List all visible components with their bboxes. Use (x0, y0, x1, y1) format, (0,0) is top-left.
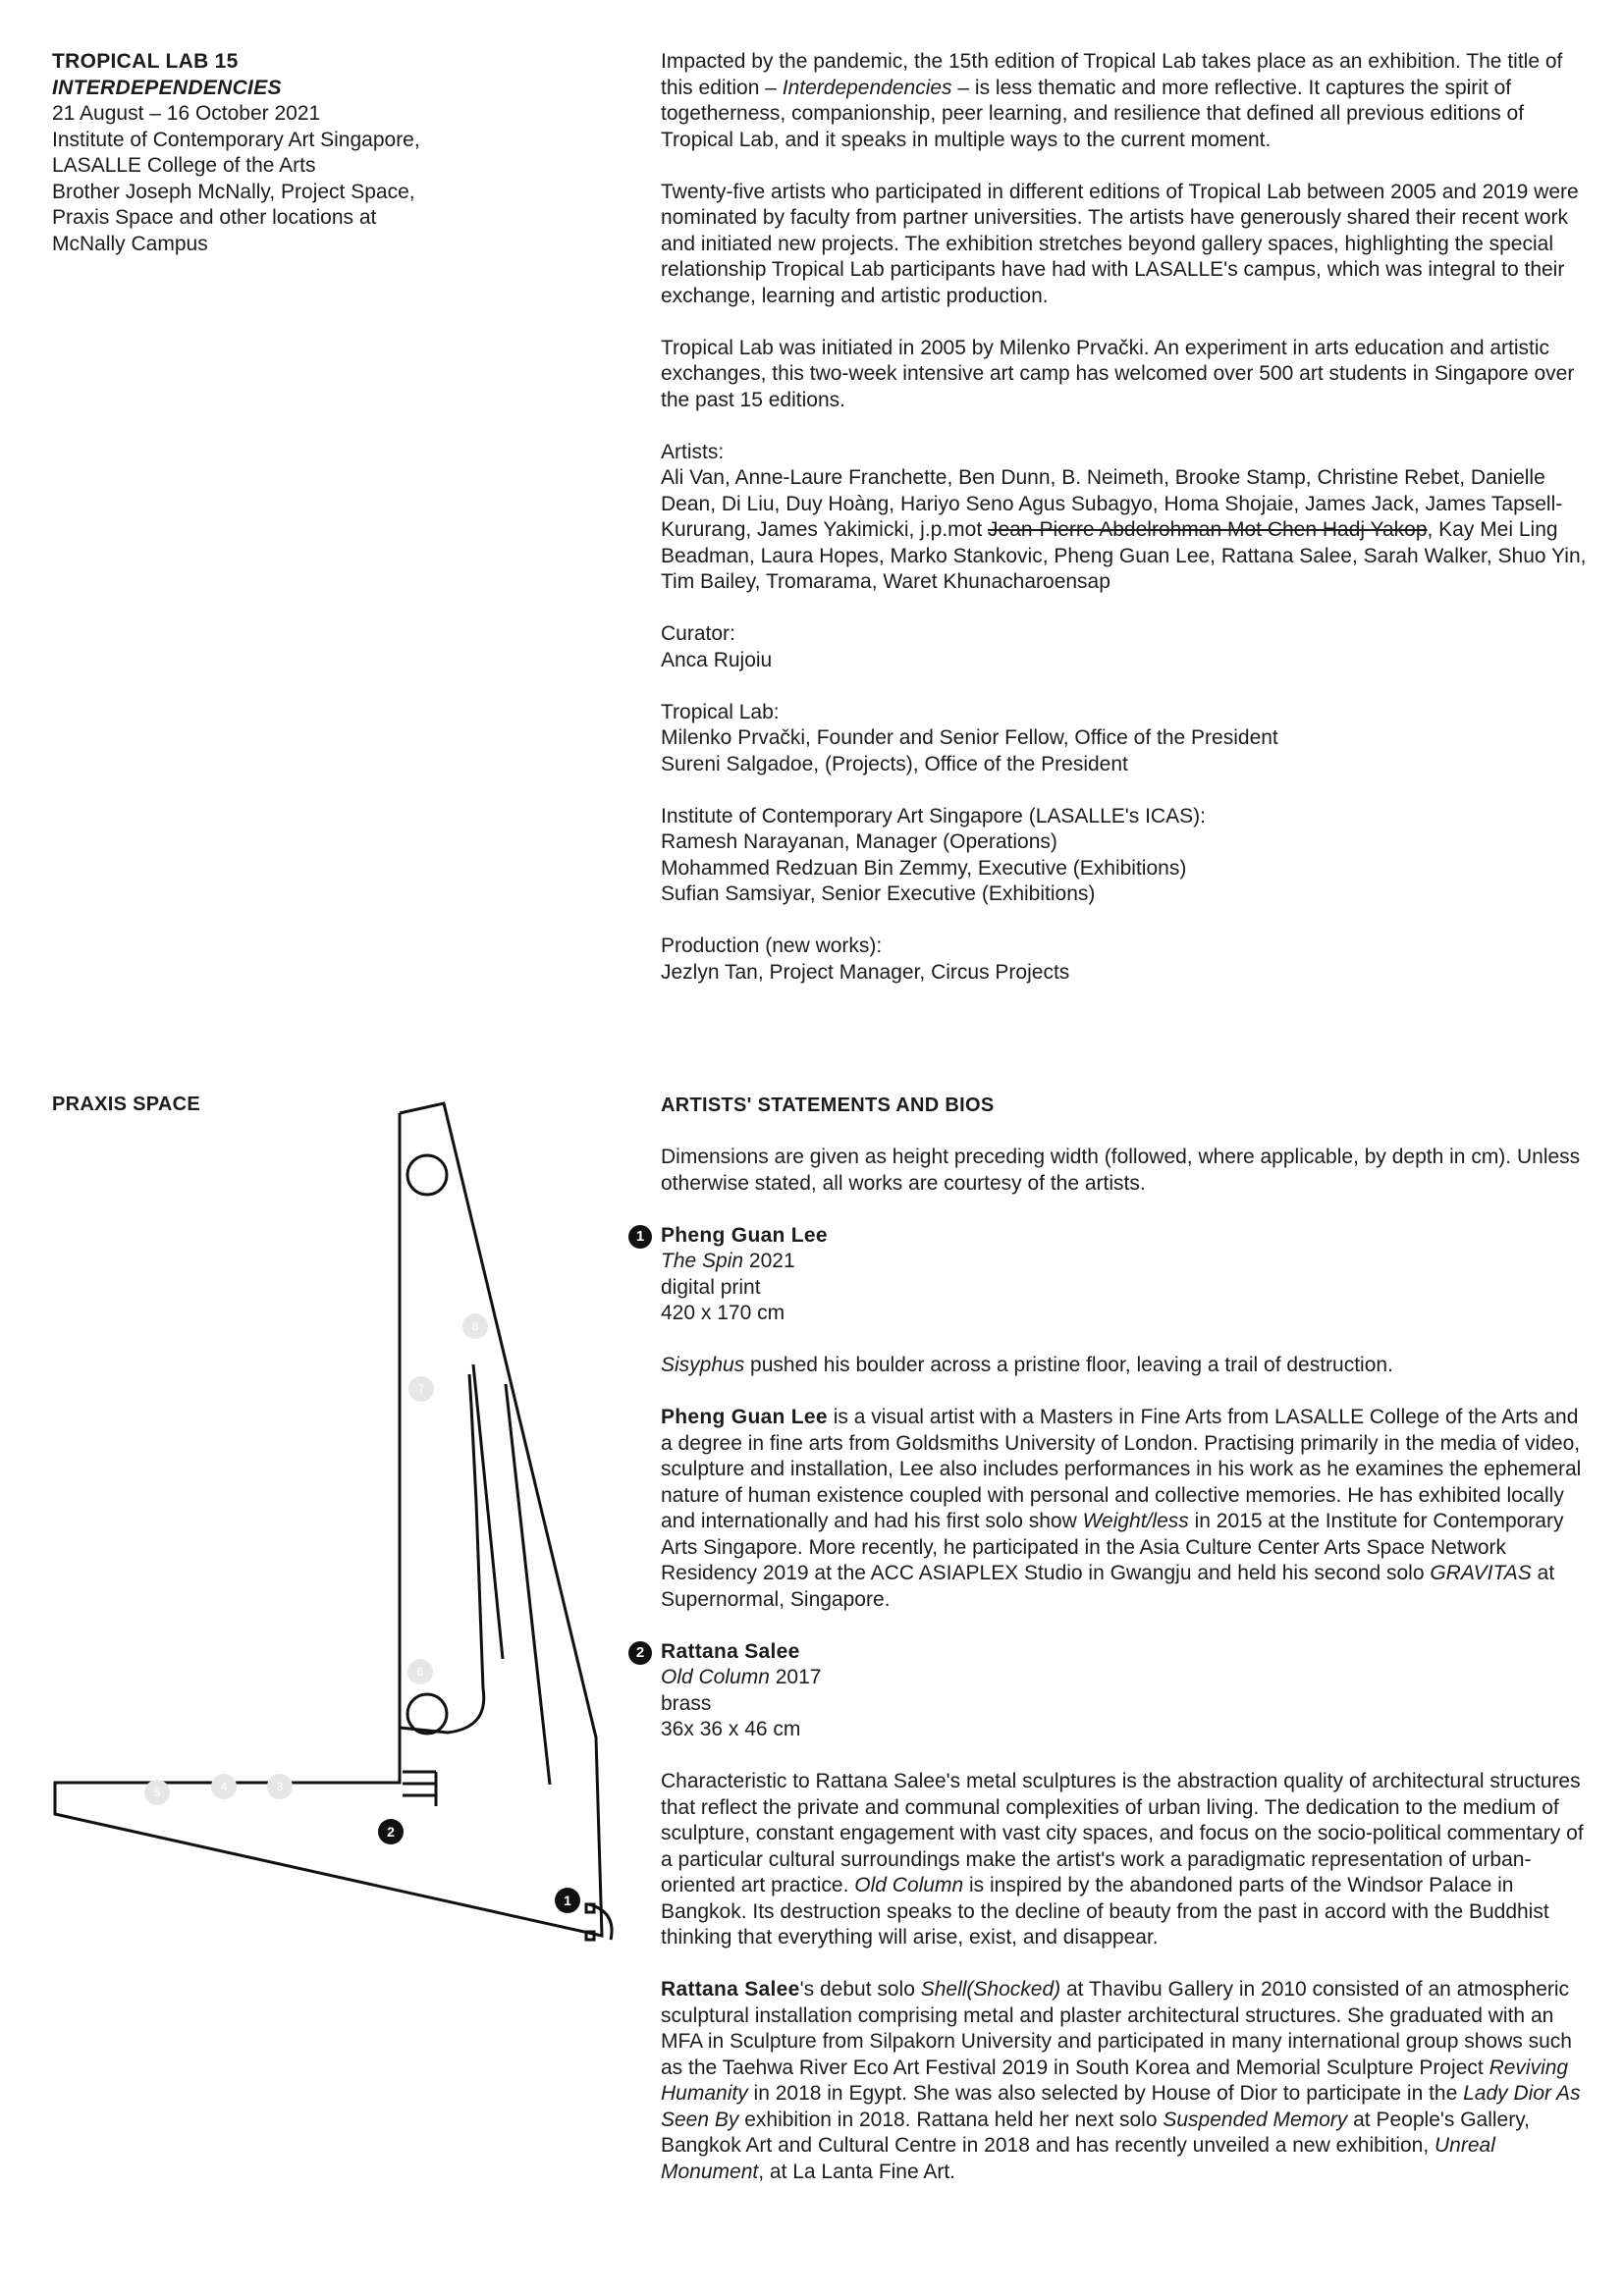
intro-column (661, 49, 1594, 986)
text-run: Ali Van, Anne-Laure Franchette, Ben Dunn, B. Neimeth, Brooke Stamp, Christine Rebet, Danielle Dean, Di Liu, Duy Hoàng, Hariyo Seno Agus Subagyo, Homa Shojaie, James Jack, James Tapsell-Kururang, James Yakimicki, j.p.mot (661, 466, 1563, 541)
artist-name: Rattana Salee (661, 1639, 800, 1663)
text-run: in 2015 at the Institute for Contemporary Arts Singapore. More recently, he participated in the Asia Culture Center Arts Space Network Residency 2019 at the ACC ASIAPLEX Studio in Gwangju and held his second solo (661, 1510, 1564, 1584)
work-medium: brass (661, 1691, 712, 1715)
text-run: , Kay Mei Ling Beadman, Laura Hopes, Marko Stankovic, Pheng Guan Lee, Rattana Salee, Sarah Walker, Shuo Yin, Tim Bailey, Tromarama, Waret Khunacharoensap (661, 518, 1587, 593)
work-year: 2021 (748, 1250, 795, 1272)
artists-names (661, 465, 1594, 596)
map-marker-2 (378, 1819, 404, 1844)
tropical-lab-credits (661, 700, 1594, 778)
text-run: Sisyphus (661, 1354, 745, 1376)
work-year: 2017 (775, 1666, 822, 1688)
svg-text:3: 3 (276, 1780, 284, 1793)
artists-label: Artists: (661, 440, 725, 463)
text-run: pushed his boulder across a pristine floor, leaving a trail of destruction. (744, 1354, 1393, 1376)
exhibition-title: TROPICAL LAB 15 (52, 50, 239, 73)
map-marker-7 (408, 1376, 434, 1402)
text-run: at People's Gallery, Bangkok Art and Cultural Centre in 2018 and has recently unveiled a new exhibition, (661, 2108, 1531, 2157)
map-marker-6 (407, 1659, 433, 1684)
credits-label: Institute of Contemporary Art Singapore (LASALLE's ICAS): (661, 804, 1206, 828)
production-credits (661, 934, 1594, 986)
text-run: Characteristic to Rattana Salee's metal sculptures is the abstraction quality of architectural structures that reflect the private and communal complexities of urban living. The dedication to the medium of sculpture, constant engagement with vast city spaces, and focus on the socio-political commentary of a particular cultural surroundings make the artist's work a paradigmatic representation of urban-oriented art practice. (661, 1770, 1584, 1896)
map-marker-4 (211, 1774, 237, 1799)
credits-label: Tropical Lab: (661, 700, 780, 723)
artist-statement (661, 1769, 1594, 1951)
artist-name: Pheng Guan Lee (661, 1223, 828, 1247)
work-title: Old Column (661, 1666, 770, 1688)
svg-text:4: 4 (220, 1780, 228, 1793)
artist-entry-2 (635, 1639, 1594, 1743)
text-run: Shell(Shocked) (920, 1978, 1061, 2001)
text-run: Lady Dior As Seen By (661, 2082, 1581, 2131)
intro-paragraph-2: Twenty-five artists who participated in different editions of Tropical Lab between 2005 and 2019 were nominated by faculty from partner universities. The artists have generously shared their recent work and initiated new projects. The exhibition stretches beyond gallery spaces, highlighting the special relationship Tropical Lab participants have had with LASALLE's campus, which was integral to their exchange, learning and artistic production. (661, 180, 1579, 307)
artist-bio (661, 1977, 1594, 2185)
artist-statement (661, 1353, 1594, 1379)
work-medium: digital print (661, 1275, 761, 1299)
text-run: at Supernormal, Singapore. (661, 1562, 1555, 1611)
work-title: The Spin (661, 1250, 744, 1272)
floor-plan-walls (55, 1103, 612, 1940)
icas-credits (661, 804, 1594, 908)
map-label: PRAXIS SPACE (52, 1094, 201, 1115)
map-marker-1 (555, 1888, 580, 1913)
credit-line: Sureni Salgadoe, (Projects), Office of the President (661, 752, 1128, 775)
praxis-space-floor-plan (39, 1090, 628, 1953)
artist-entry-1 (635, 1223, 1594, 1327)
artist-number-badge: 2 (628, 1641, 652, 1665)
curator-name: Anca Rujoiu (661, 648, 773, 671)
artists-list (661, 440, 1594, 596)
map-marker-3 (267, 1774, 293, 1799)
text-run: Weight/less (1082, 1510, 1189, 1532)
svg-text:8: 8 (471, 1319, 479, 1333)
text-run: Old Column (854, 1874, 964, 1896)
svg-text:5: 5 (153, 1786, 161, 1799)
venue-line: LASALLE College of the Arts (52, 154, 316, 177)
bio-name: Rattana Salee (661, 1978, 800, 2001)
exhibition-subtitle: INTERDEPENDENCIES (52, 76, 282, 99)
map-marker-8 (462, 1313, 488, 1339)
text-run: Suspended Memory (1163, 2108, 1348, 2131)
text-run: is a visual artist with a Masters in Fine Arts from LASALLE College of the Arts and a degree in fine arts from Goldsmiths University of London. Practising primarily in the media of video, sculpture and installation, Lee also includes performances in his work as he examines the ephemeral nature of human existence coupled with personal and collective memories. He has exhibited locally and internationally and had his first solo show (661, 1406, 1582, 1532)
venue-line: Institute of Contemporary Art Singapore, (52, 128, 420, 151)
struck-name: Jean-Pierre Abdelrohman Mot Chen Hadj Yakop (988, 518, 1428, 541)
dimensions-note: Dimensions are given as height preceding width (followed, where applicable, by depth in cm). Unless otherwise stated, all works are courtesy of the artists. (661, 1146, 1581, 1195)
bio-name: Pheng Guan Lee (661, 1406, 828, 1428)
venue-line: Praxis Space and other locations at (52, 206, 377, 229)
curator-block (661, 621, 1594, 673)
work-title-line (661, 1249, 1594, 1275)
edition-title-italic: Interdependencies (782, 76, 952, 99)
venue-line: Brother Joseph McNally, Project Space, (52, 180, 415, 203)
text-run: GRAVITAS (1430, 1562, 1532, 1584)
statements-heading: ARTISTS' STATEMENTS AND BIOS (661, 1095, 995, 1116)
credits-label: Production (new works): (661, 934, 883, 957)
svg-text:6: 6 (416, 1665, 424, 1679)
text-run: Reviving Humanity (661, 2056, 1569, 2105)
artist-bio (661, 1405, 1594, 1613)
exhibition-dates: 21 August – 16 October 2021 (52, 102, 321, 125)
intro-paragraph-1 (661, 49, 1594, 153)
column (407, 1155, 447, 1195)
column (407, 1694, 447, 1734)
exhibition-header (52, 49, 602, 257)
text-run: , at La Lanta Fine Art. (758, 2160, 956, 2183)
svg-text:2: 2 (387, 1824, 395, 1840)
text-run: 's debut solo (799, 1978, 921, 2001)
artist-number-badge: 1 (628, 1225, 652, 1249)
venue-line: McNally Campus (52, 232, 208, 255)
credit-line: Milenko Prvački, Founder and Senior Fellow, Office of the President (661, 726, 1278, 749)
text-run: exhibition in 2018. Rattana held her next solo (738, 2108, 1164, 2131)
credit-line: Jezlyn Tan, Project Manager, Circus Projects (661, 960, 1070, 984)
text-run: is inspired by the abandoned parts of the Windsor Palace in Bangkok. Its destruction speaks to the decline of beauty from the past in accord with the Buddhist thinking that everything will arise, exist, and disappear. (661, 1874, 1549, 1949)
statements-column (635, 1093, 1594, 2185)
work-title-line (661, 1665, 1594, 1691)
credit-line: Mohammed Redzuan Bin Zemmy, Executive (Exhibitions) (661, 856, 1187, 880)
text-run: Unreal Monument (661, 2134, 1495, 2183)
work-dimensions: 36x 36 x 46 cm (661, 1718, 801, 1740)
text-run: – is less thematic and more reflective. It captures the spirit of togetherness, companionship, peer learning, and resilience that defined all previous editions of Tropical Lab, and it speaks in multiple ways to the current moment. (661, 76, 1525, 151)
credit-line: Sufian Samsiyar, Senior Executive (Exhibitions) (661, 882, 1096, 905)
svg-text:7: 7 (417, 1382, 425, 1396)
text-run: at Thavibu Gallery in 2010 consisted of an atmospheric sculptural installation comprising metal and plaster architectural structures. She graduated with an MFA in Sculpture from Silpakorn University and participated in many international group shows such as the Taehwa River Eco Art Festival 2019 in South Korea and Memorial Sculpture Project (661, 1978, 1572, 2079)
credit-line: Ramesh Narayanan, Manager (Operations) (661, 830, 1057, 853)
map-marker-5 (144, 1780, 170, 1805)
curator-label: Curator: (661, 622, 735, 645)
intro-paragraph-3: Tropical Lab was initiated in 2005 by Milenko Prvački. An experiment in arts education and artistic exchanges, this two-week intensive art camp has welcomed over 500 art students in Singapore over the past 15 editions. (661, 336, 1575, 411)
work-dimensions: 420 x 170 cm (661, 1302, 785, 1324)
text-run: in 2018 in Egypt. She was also selected by House of Dior to participate in the (747, 2082, 1464, 2105)
text-run: Impacted by the pandemic, the 15th edition of Tropical Lab takes place as an exhibition. The title of this edition – (661, 50, 1563, 99)
svg-text:1: 1 (564, 1893, 571, 1908)
